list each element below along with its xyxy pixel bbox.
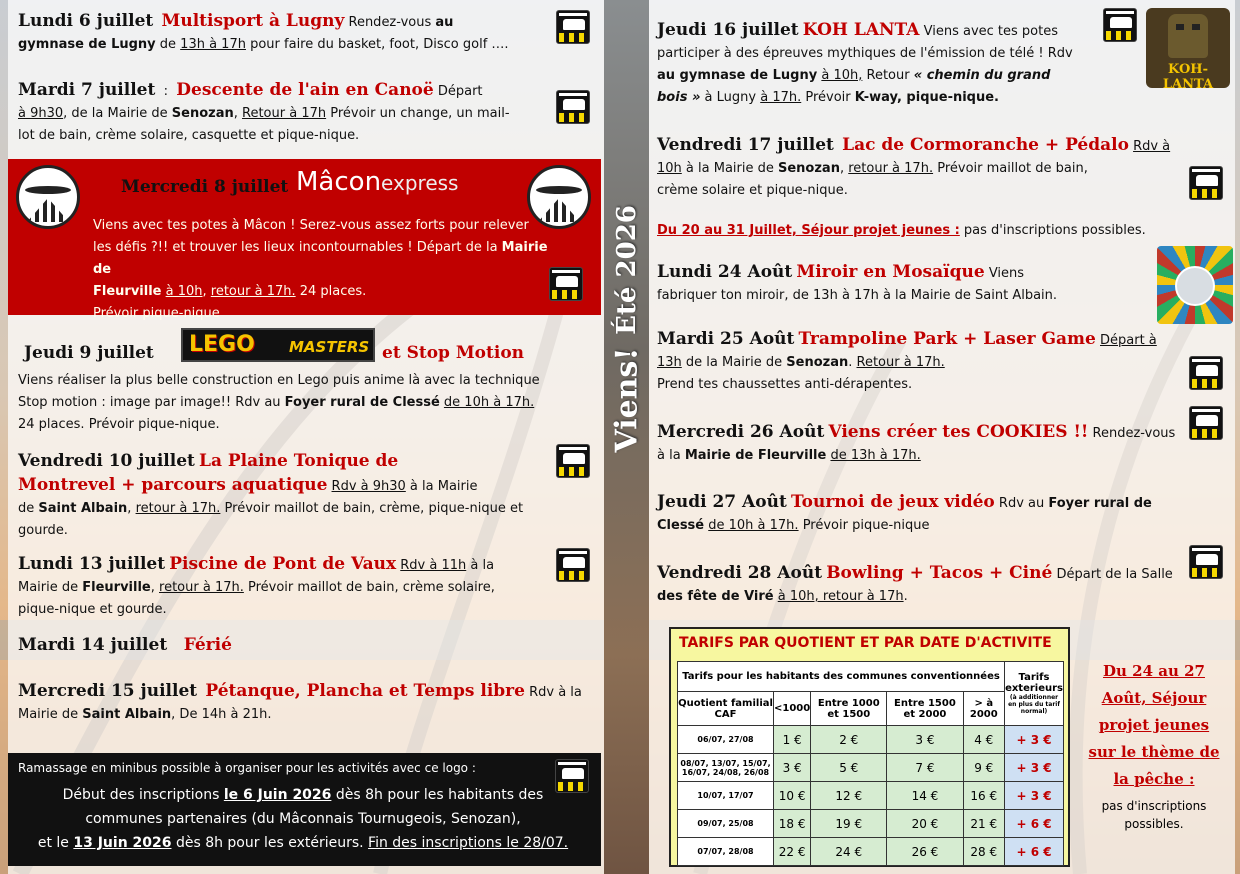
tarif-dates: 06/07, 27/08 <box>678 726 774 754</box>
ext-note: (à additionner en plus du tarif normal) <box>1008 694 1060 715</box>
text-run: Foyer rural de Clessé <box>284 395 440 410</box>
text-run: 13 Juin 2026 <box>73 835 172 851</box>
ramassage-badge <box>556 444 590 478</box>
tarif-value: 1 € <box>774 726 811 754</box>
text-run: à la <box>466 558 495 573</box>
text-run: , <box>150 580 160 595</box>
event-title: Piscine de Pont de Vaux <box>169 554 397 574</box>
event-date: Mardi 14 juillet <box>18 635 168 655</box>
text-run: Retour <box>862 68 914 83</box>
text-run: Stop motion : image par image!! Rdv au <box>18 395 285 410</box>
text-run: gymnase de Lugny <box>18 37 156 52</box>
sejour-aout-line: Du 24 au 27 <box>1103 662 1205 680</box>
lego-masters-logo <box>181 328 375 362</box>
text-run: Viens avec tes potes à Mâcon ! Serez-vous assez forts pour relever <box>93 218 529 233</box>
text-run: au <box>435 15 454 30</box>
ramassage-badge <box>556 90 590 124</box>
mosaic-mirror-image <box>1157 246 1233 324</box>
col-header: <1000 <box>774 692 811 726</box>
event-date: Mercredi 15 juillet <box>18 681 198 701</box>
tarif-value: 7 € <box>887 754 963 782</box>
text-run: Viens avec tes potes <box>923 24 1058 39</box>
text-run: 13h <box>657 355 682 370</box>
text-run: Départ <box>437 84 483 99</box>
text-run: Prévoir maillot de bain, <box>933 161 1088 176</box>
text-run: Viens réaliser la plus belle construction en Lego puis anime là avec la technique <box>18 373 540 388</box>
tarif-value: 26 € <box>887 838 963 866</box>
tarif-value: 12 € <box>811 782 887 810</box>
tarif-row <box>678 838 1064 866</box>
col-qf: Quotient familial CAF <box>678 692 774 726</box>
tarif-dates: 10/07, 17/07 <box>678 782 774 810</box>
text-run: à Lugny <box>700 90 761 105</box>
ramassage-badge <box>549 267 583 301</box>
text-run: bois » <box>657 90 701 105</box>
ext-label: Tarifs exterieurs <box>1005 672 1064 694</box>
tarif-value: 28 € <box>963 838 1005 866</box>
event-mardi-14 <box>18 634 232 658</box>
event-details <box>18 370 578 436</box>
tarif-ext: + 6 € <box>1005 838 1064 866</box>
text-run: Mairie de <box>18 580 83 595</box>
tarif-value: 20 € <box>887 810 963 838</box>
text-run: des fête de Viré <box>657 589 774 604</box>
text-run: Rdv à 10h <box>657 139 1171 176</box>
event-title: Viens créer tes COOKIES !! <box>828 422 1089 442</box>
event-lundi-6 <box>18 10 558 56</box>
text-run: gourde. <box>18 523 68 538</box>
text-run: crème solaire et pique-nique. <box>657 183 848 198</box>
event-title: Férié <box>183 635 232 655</box>
tarifs-table-box <box>669 627 1070 867</box>
text-run: à la Mairie <box>405 479 478 494</box>
event-date: Vendredi 17 juillet <box>657 135 834 155</box>
sejour-aout-line: sur le thème de <box>1088 743 1220 761</box>
event-details <box>93 215 553 325</box>
event-title: KOH LANTA <box>802 20 920 40</box>
koh-lanta-logo <box>1146 8 1230 92</box>
text-run: participer à des épreuves mythiques de l'émission de télé ! Rdv <box>657 46 1073 61</box>
text-run: lot de bain, crème solaire, casquette et pique-nique. <box>18 128 360 143</box>
text-run: Retour à 17h <box>242 106 327 121</box>
event-lundi-13 <box>18 553 553 621</box>
text-run: à 9h30 <box>18 106 64 121</box>
text-run: pas d'inscriptions possibles. <box>959 223 1146 238</box>
text-run: à la Mairie de <box>681 161 778 176</box>
event-lundi-24 <box>657 261 1152 307</box>
text-run: fabriquer ton miroir, de 13h à 17h à la Mairie de Saint Albain. <box>657 288 1058 303</box>
text-run: Fleurville <box>82 580 151 595</box>
tarif-dates: 08/07, 13/07, 15/07, 16/07, 24/08, 26/08 <box>678 754 774 782</box>
text-run: Saint Albain <box>82 707 172 722</box>
event-title: Lac de Cormoranche + Pédalo <box>842 135 1129 155</box>
text-run: retour à 17h. <box>210 284 296 299</box>
text-run: de la Mairie de <box>681 355 787 370</box>
text-run: Rendez-vous <box>348 15 436 30</box>
tarif-dates: 07/07, 28/08 <box>678 838 774 866</box>
event-date: Mardi 25 Août <box>657 329 795 349</box>
text-run: Du 20 au 31 Juillet, Séjour projet jeunes : <box>657 223 960 238</box>
event-title-cont: Montrevel + parcours aquatique <box>18 475 328 495</box>
sejour-aout-line: projet jeunes <box>1098 716 1210 734</box>
ete-vertical-text: Été 2026 <box>612 205 642 335</box>
text-run: à 10h, retour à 17h <box>777 589 904 604</box>
text-run: Fin des inscriptions le 28/07. <box>368 835 569 851</box>
text-run: « chemin du grand <box>913 68 1051 83</box>
ramassage-badge <box>555 759 589 793</box>
tarif-row <box>678 754 1064 782</box>
text-run: Début des inscriptions <box>62 787 224 803</box>
text-run: Senozan <box>778 161 840 176</box>
logo-main: Mâcon <box>296 167 382 197</box>
ramassage-badge <box>1189 545 1223 579</box>
text-run: Prévoir maillot de bain, crème, pique-nique et <box>220 501 524 516</box>
tarif-value: 18 € <box>774 810 811 838</box>
text-run: Fleurville <box>93 284 162 299</box>
tarif-row <box>678 810 1064 838</box>
event-title: Multisport à Lugny <box>161 11 345 31</box>
event-mardi-25 <box>657 328 1232 396</box>
event-mercredi-26 <box>657 421 1187 467</box>
ramassage-intro: Ramassage en minibus possible à organiser pour les activités avec ce logo : <box>18 761 476 775</box>
sejour-aout <box>1084 658 1224 833</box>
text-run: de 10h à 17h. <box>443 395 535 410</box>
text-run: , <box>233 106 243 121</box>
tarif-value: 22 € <box>774 838 811 866</box>
event-title: Descente de l'ain en Canoë <box>176 80 434 100</box>
tarif-value: 4 € <box>963 726 1005 754</box>
tarif-value: 14 € <box>887 782 963 810</box>
text-run: au gymnase de Lugny <box>657 68 818 83</box>
event-date: Vendredi 10 juillet <box>18 451 195 471</box>
text-run: K-way, pique-nique. <box>854 90 999 105</box>
text-run: pour faire du basket, foot, Disco golf …. <box>245 37 509 52</box>
text-run: Rdv à la Mairie de <box>18 685 582 722</box>
text-run: dès 8h pour les extérieurs. <box>171 835 369 851</box>
text-run: de <box>18 501 39 516</box>
sejour-aout-line: la pêche : <box>1113 770 1195 788</box>
event-date: Mercredi 8 juillet <box>121 177 289 197</box>
event-title: Miroir en Mosaïque <box>796 262 985 282</box>
text-run: Viens <box>988 266 1025 281</box>
text-run: à 10h, <box>821 68 863 83</box>
tarifs-title: TARIFS PAR QUOTIENT ET PAR DATE D'ACTIVITE <box>679 635 1052 651</box>
event-title: La Plaine Tonique de <box>199 451 399 471</box>
ramassage-badge <box>1189 356 1223 390</box>
text-run: Clessé <box>657 518 705 533</box>
tarif-value: 10 € <box>774 782 811 810</box>
lego-word: LEGO <box>189 332 255 357</box>
tarif-ext: + 3 € <box>1005 754 1064 782</box>
inscriptions-text <box>18 783 588 855</box>
text-run: Prévoir <box>801 90 855 105</box>
col-header: Entre 1000 et 1500 <box>811 692 887 726</box>
event-title: Pétanque, Plancha et Temps libre <box>205 681 525 701</box>
text-run: Retour à 17h. <box>856 355 945 370</box>
event-jeudi-16 <box>657 19 1137 109</box>
ramassage-badge <box>1189 166 1223 200</box>
text-run: Rdv à 9h30 <box>331 479 406 494</box>
text-run: 13h à 17h <box>180 37 246 52</box>
col-header: Entre 1500 et 2000 <box>887 692 963 726</box>
text-run: Départ à <box>1100 333 1157 348</box>
text-run: communes partenaires (du Mâconnais Tournugeois, Senozan), <box>85 811 521 827</box>
masters-word: MASTERS <box>289 338 370 356</box>
event-mardi-7: Mardi 7 juillet : Descente de l'ain en Canoë Départ à 9h30, de la Mairie de Senozan, Retour à 17h Prévoir un change, un mail- lot de bain, crème solaire, casquette et pique-nique. <box>18 80 510 143</box>
inscriptions-box <box>8 753 601 866</box>
text-run: à 17h. <box>760 90 802 105</box>
ramassage-badge <box>1189 406 1223 440</box>
event-vendredi-17 <box>657 134 1187 202</box>
event-title: Trampoline Park + Laser Game <box>798 329 1096 349</box>
text-run: Rendez-vous à la <box>657 426 1176 463</box>
text-run: Prévoir maillot de bain, crème solaire, <box>243 580 495 595</box>
tarifs-header-group: Tarifs pour les habitants des communes conventionnées <box>678 662 1005 692</box>
text-run: de 10h à 17h. <box>708 518 799 533</box>
text-run: Foyer rural de <box>1048 496 1152 511</box>
tarif-value: 3 € <box>887 726 963 754</box>
koh-lanta-label: KOH-LANTA <box>1162 62 1214 92</box>
text-run: , de la Mairie de <box>63 106 172 121</box>
event-date: Lundi 13 juillet <box>18 554 166 574</box>
text-run: de <box>155 37 181 52</box>
text-run: Prévoir pique-nique <box>798 518 930 533</box>
text-run: retour à 17h. <box>159 580 244 595</box>
tarifs-rows <box>678 726 1064 866</box>
macon-express-logo <box>296 167 510 205</box>
text-run: Prévoir un change, un mail- <box>326 106 510 121</box>
logo-sub: express <box>381 171 459 195</box>
sejour-aout-note: pas d'inscriptions possibles. <box>1101 799 1207 831</box>
tarif-ext: + 3 € <box>1005 782 1064 810</box>
text-run: et le <box>37 835 74 851</box>
text-run: Prend tes chaussettes anti-dérapentes. <box>657 377 913 392</box>
tarif-value: 5 € <box>811 754 887 782</box>
sejour-aout-title <box>1084 658 1224 793</box>
tarif-value: 24 € <box>811 838 887 866</box>
sejour-juillet <box>657 220 1217 242</box>
text-run: pique-nique et gourde. <box>18 602 167 617</box>
viens-vertical-text: Viens! <box>609 347 645 453</box>
text-run: Senozan <box>171 106 234 121</box>
text-run: 24 places. Prévoir pique-nique. <box>18 417 220 432</box>
tarif-row <box>678 782 1064 810</box>
ramassage-badge <box>556 548 590 582</box>
tarif-row <box>678 726 1064 754</box>
tarif-ext: + 3 € <box>1005 726 1064 754</box>
event-title: Bowling + Tacos + Ciné <box>826 563 1053 583</box>
text-run: retour à 17h. <box>135 501 221 516</box>
text-run: Mairie de <box>93 240 548 277</box>
tarif-ext: + 6 € <box>1005 810 1064 838</box>
text-run: Saint Albain <box>38 501 128 516</box>
tarif-value: 9 € <box>963 754 1005 782</box>
text-run: Départ de la Salle <box>1056 567 1173 582</box>
tarifs-header-ext <box>1005 662 1064 726</box>
text-run: Mairie de Fleurville <box>684 448 827 463</box>
pyramid-emblem-icon <box>16 165 80 229</box>
text-run: . <box>903 589 908 604</box>
text-run: , <box>127 501 136 516</box>
text-run: dès 8h pour les habitants des <box>331 787 544 803</box>
text-run: à 10h <box>165 284 203 299</box>
text-run: les défis ?!! et trouver les lieux incontournables ! Départ de la <box>93 240 502 255</box>
text-run: Rdv à 11h <box>400 558 467 573</box>
event-date: Jeudi 27 Août <box>657 492 787 512</box>
tarif-value: 19 € <box>811 810 887 838</box>
ramassage-badge <box>1103 8 1137 42</box>
event-jeudi-27 <box>657 491 1232 537</box>
event-title: et Stop Motion <box>382 343 525 363</box>
text-run: Senozan <box>786 355 849 370</box>
text-run: , De 14h à 21h. <box>171 707 272 722</box>
tarif-value: 16 € <box>963 782 1005 810</box>
event-date: Lundi 24 Août <box>657 262 793 282</box>
tarif-value: 3 € <box>774 754 811 782</box>
tarifs-table <box>677 661 1064 866</box>
event-date: Jeudi 16 juillet <box>657 20 799 40</box>
text-run: , <box>202 284 211 299</box>
text-run: Prévoir pique-nique <box>93 306 220 321</box>
event-title: Tournoi de jeux vidéo <box>790 492 995 512</box>
text-run: , <box>839 161 849 176</box>
tarif-value: 2 € <box>811 726 887 754</box>
event-date: Vendredi 28 Août <box>657 563 823 583</box>
text-run: de 13h à 17h. <box>830 448 921 463</box>
ramassage-badge <box>556 10 590 44</box>
event-date: Mardi 7 juillet <box>18 80 156 100</box>
event-date: Lundi 6 juillet <box>18 11 154 31</box>
event-mercredi-15 <box>18 680 598 726</box>
text-run: le 6 Juin 2026 <box>223 787 332 803</box>
event-date: Jeudi 9 juillet <box>24 343 154 363</box>
event-vendredi-28 <box>657 562 1177 608</box>
text-run: . <box>848 355 857 370</box>
text-run: 24 places. <box>295 284 367 299</box>
text-run: Rdv au <box>998 496 1049 511</box>
col-header: > à 2000 <box>963 692 1005 726</box>
sejour-aout-line: Août, Séjour <box>1101 689 1207 707</box>
tarif-value: 21 € <box>963 810 1005 838</box>
event-vendredi-10 <box>18 450 558 542</box>
event-date: Mercredi 26 Août <box>657 422 825 442</box>
tarif-dates: 09/07, 25/08 <box>678 810 774 838</box>
text-run: retour à 17h. <box>848 161 934 176</box>
